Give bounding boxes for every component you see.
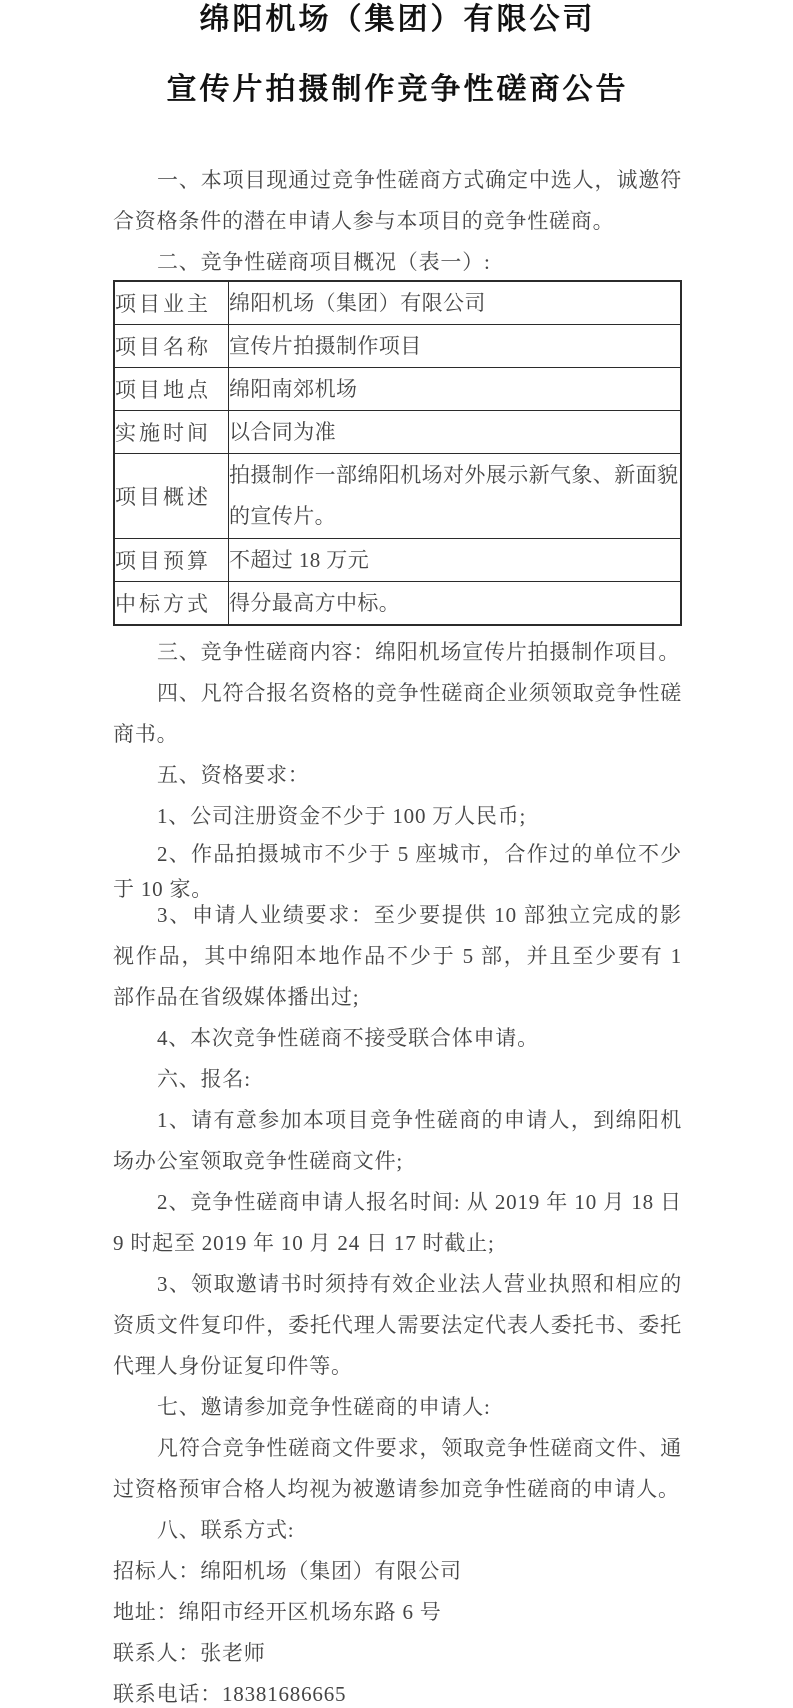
row-label: 中标方式 xyxy=(114,582,229,626)
paragraph-section-four: 四、凡符合报名资格的竞争性磋商企业须领取竞争性磋商书。 xyxy=(113,681,682,746)
paragraph-section-five: 五、资格要求： xyxy=(157,763,310,787)
paragraph-section-two: 二、竞争性磋商项目概况（表一）: xyxy=(157,250,491,274)
row-value: 绵阳机场（集团）有限公司 xyxy=(229,281,682,325)
table-row-project-summary xyxy=(114,454,681,539)
table-row-implementation-time xyxy=(114,411,681,454)
project-overview-table xyxy=(113,280,682,626)
paragraph-section-one: 一、本项目现通过竞争性磋商方式确定中选人，诚邀符合资格条件的潜在申请人参与本项目的竞争性磋商。 xyxy=(113,168,682,233)
paragraph-qualification-item-3: 3、申请人业绩要求：至少要提供 10 部独立完成的影视作品，其中绵阳本地作品不少于 5 部，并且至少要有 1 部作品在省级媒体播出过; xyxy=(113,903,682,1009)
document-title-line2: 宣传片拍摄制作竞争性磋商公告 xyxy=(166,73,629,106)
row-label: 项目概述 xyxy=(114,454,229,539)
row-label: 实施时间 xyxy=(114,411,229,454)
main-body-section xyxy=(113,632,682,1708)
row-value: 绵阳南郊机场 xyxy=(229,368,682,411)
table-row-project-budget xyxy=(114,539,681,582)
contact-address-line: 地址：绵阳市经开区机场东路 6 号 xyxy=(113,1600,442,1624)
row-value: 得分最高方中标。 xyxy=(229,582,682,626)
document-title-line1: 绵阳机场（集团）有限公司 xyxy=(199,3,596,36)
paragraph-section-eight: 八、联系方式: xyxy=(157,1518,295,1542)
row-value: 宣传片拍摄制作项目 xyxy=(229,325,682,368)
paragraph-qualification-item-4: 4、本次竞争性磋商不接受联合体申请。 xyxy=(157,1026,539,1050)
paragraph-qualification-item-2: 2、作品拍摄城市不少于 5 座城市，合作过的单位不少于 10 家。 xyxy=(113,842,682,901)
paragraph-section-three: 三、竞争性磋商内容：绵阳机场宣传片拍摄制作项目。 xyxy=(157,640,681,664)
paragraph-section-seven-body: 凡符合竞争性磋商文件要求，领取竞争性磋商文件、通过资格预审合格人均视为被邀请参加竞争性磋商的申请人。 xyxy=(113,1436,682,1501)
paragraph-section-seven: 七、邀请参加竞争性磋商的申请人: xyxy=(157,1395,491,1419)
row-value: 不超过 18 万元 xyxy=(229,539,682,582)
paragraph-signup-item-2: 2、竞争性磋商申请人报名时间: 从 2019 年 10 月 18 日 9 时起至 2019 年 10 月 24 日 17 时截止; xyxy=(113,1190,682,1255)
contact-phone-line: 联系电话：18381686665 xyxy=(113,1682,347,1706)
intro-section xyxy=(113,160,682,283)
row-label: 项目地点 xyxy=(114,368,229,411)
paragraph-section-six: 六、报名: xyxy=(157,1067,251,1091)
row-value: 以合同为准 xyxy=(229,411,682,454)
paragraph-signup-item-1: 1、请有意参加本项目竞争性磋商的申请人，到绵阳机场办公室领取竞争性磋商文件; xyxy=(113,1108,682,1173)
row-label: 项目业主 xyxy=(114,281,229,325)
contact-bidder-line: 招标人：绵阳机场（集团）有限公司 xyxy=(113,1559,462,1583)
table-row-project-location xyxy=(114,368,681,411)
contact-person-line: 联系人：张老师 xyxy=(113,1641,266,1665)
row-label: 项目预算 xyxy=(114,539,229,582)
row-label: 项目名称 xyxy=(114,325,229,368)
paragraph-qualification-item-1: 1、公司注册资金不少于 100 万人民币; xyxy=(157,804,527,828)
table-row-project-owner xyxy=(114,281,681,325)
row-value: 拍摄制作一部绵阳机场对外展示新气象、新面貌的宣传片。 xyxy=(229,454,682,539)
table-row-award-method xyxy=(114,582,681,626)
paragraph-signup-item-3: 3、领取邀请书时须持有效企业法人营业执照和相应的资质文件复印件，委托代理人需要法定代表人委托书、委托代理人身份证复印件等。 xyxy=(113,1272,682,1378)
table-row-project-name xyxy=(114,325,681,368)
